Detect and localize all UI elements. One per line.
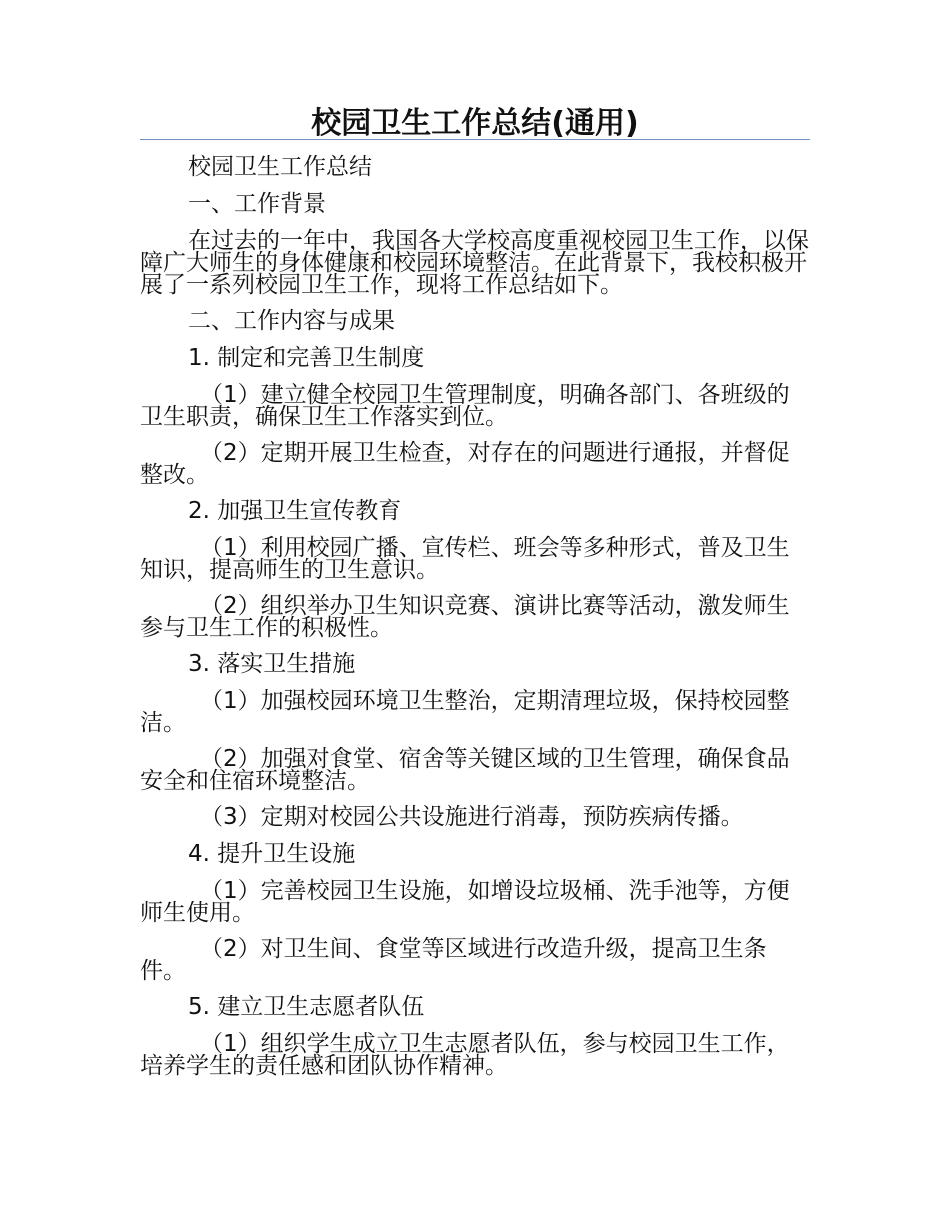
- list-item: （3）定期对校园公共设施进行消毒，预防疾病传播。: [200, 804, 744, 830]
- list-item: （1）利用校园广播、宣传栏、班会等多种形式，普及卫生知识，提高师生的卫生意识。: [140, 535, 790, 583]
- subsection-heading: 1. 制定和完善卫生制度: [188, 345, 425, 371]
- paragraph: 在过去的一年中，我国各大学校高度重视校园卫生工作，以保障广大师生的身体健康和校园环境整洁。在此背景下，我校积极开展了一系列校园卫生工作，现将工作总结如下。: [140, 228, 809, 298]
- section-heading: 二、工作内容与成果: [188, 308, 395, 334]
- subsection-heading: 5. 建立卫生志愿者队伍: [188, 994, 425, 1020]
- title-underline: [140, 139, 810, 140]
- document-body: [140, 156, 810, 1091]
- subsection-heading: 4. 提升卫生设施: [188, 841, 356, 867]
- list-item: （2）加强对食堂、宿舍等关键区域的卫生管理，确保食品安全和住宿环境整洁。: [140, 746, 790, 794]
- list-item: （1）建立健全校园卫生管理制度，明确各部门、各班级的卫生职责，确保卫生工作落实到位。: [140, 382, 790, 430]
- subsection-heading: 3. 落实卫生措施: [188, 651, 356, 677]
- list-item: （2）对卫生间、食堂等区域进行改造升级，提高卫生条件。: [140, 936, 767, 984]
- section-heading: 一、工作背景: [188, 191, 326, 217]
- list-item: （1）完善校园卫生设施，如增设垃圾桶、洗手池等，方便师生使用。: [140, 878, 790, 926]
- list-item: （2）组织举办卫生知识竞赛、演讲比赛等活动，激发师生参与卫生工作的积极性。: [140, 593, 790, 641]
- subsection-heading: 2. 加强卫生宣传教育: [188, 498, 402, 524]
- list-item: （1）组织学生成立卫生志愿者队伍，参与校园卫生工作，培养学生的责任感和团队协作精神。: [140, 1031, 790, 1079]
- list-item: （2）定期开展卫生检查，对存在的问题进行通报，并督促整改。: [140, 440, 790, 488]
- document-title: 校园卫生工作总结(通用): [311, 106, 639, 141]
- list-item: （1）加强校园环境卫生整治，定期清理垃圾，保持校园整洁。: [140, 688, 790, 736]
- section-heading: 校园卫生工作总结: [188, 154, 372, 180]
